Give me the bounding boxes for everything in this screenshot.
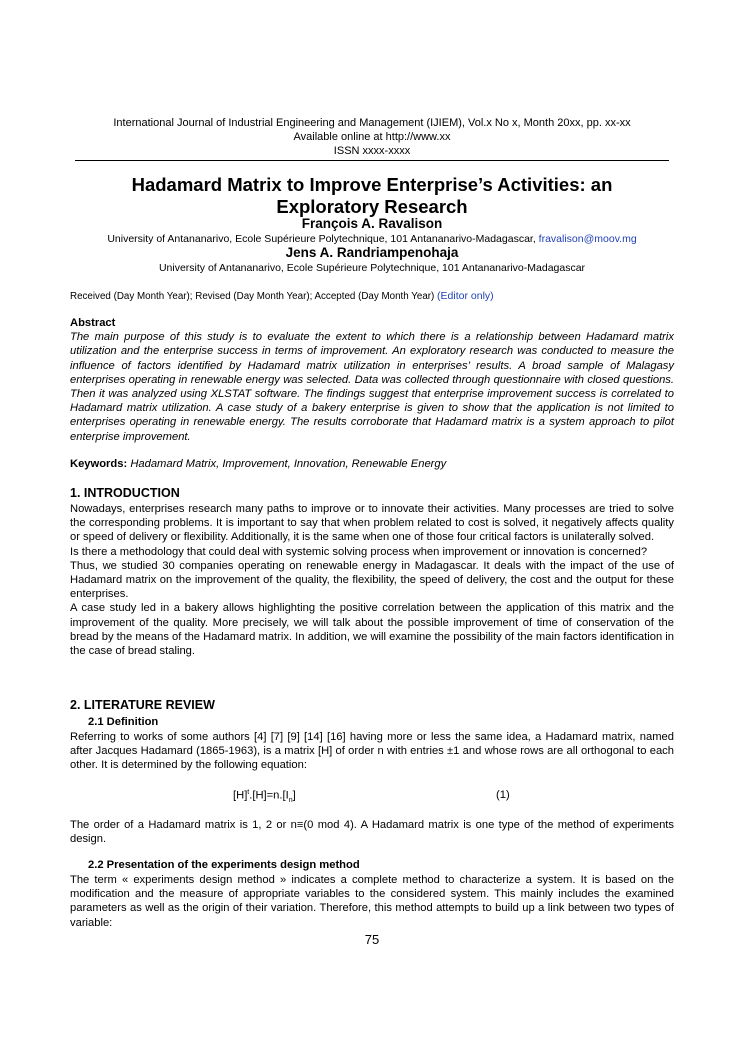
paper-title-line-2: Exploratory Research <box>276 196 468 217</box>
order-text <box>70 818 674 846</box>
order-paragraph: The order of a Hadamard matrix is 1, 2 or n≡(0 mod 4). A Hadamard matrix is one type of the method of experiments design. <box>70 819 674 846</box>
received-dates <box>70 289 674 304</box>
paper-title-line-1: Hadamard Matrix to Improve Enterprise’s Activities: an <box>131 174 613 195</box>
keywords-line <box>70 457 674 471</box>
experiments-design-subheading: 2.2 Presentation of the experiments design method <box>88 859 360 871</box>
eq-end: ] <box>292 789 296 802</box>
literature-review-heading: 2. LITERATURE REVIEW <box>70 698 215 712</box>
eq-n: n <box>288 796 293 804</box>
eq-h: [H] <box>233 789 248 802</box>
received-text: Received (Day Month Year); Revised (Day Month Year); Accepted (Day Month Year) <box>70 291 435 302</box>
equation-number: (1) <box>496 789 510 801</box>
introduction-heading: 1. INTRODUCTION <box>70 486 180 500</box>
intro-paragraph: Thus, we studied 30 companies operating on renewable energy in Madagascar. It deals with the impact of the use of Hadamard matrix on the improvement of the quality, the flexibility, the speed of delivery, the cost and the output for these enterprises. <box>70 559 674 601</box>
introduction-body <box>70 502 674 658</box>
definition-subheading: 2.1 Definition <box>88 716 159 728</box>
intro-paragraph: Nowadays, enterprises research many paths to improve or to innovate their activities. Many processes are tried to solve the corresponding problems. It is important to say that when problem related to cost is solved, it negatively affects quality or speed of delivery or flexibility. Additionally, it is the same when one of those four critical factors is unilaterally solved. <box>70 503 674 544</box>
experiments-design-text <box>70 873 674 930</box>
definition-paragraph: Referring to works of some authors [4] [7] [9] [14] [16] having more or less the same idea, a Hadamard matrix, named after Jacques Hadamard (1865-1963), is a matrix [H] of order n with entries ±1 and whose rows are all orthogonal to each other. It is determined by the following equation: <box>70 731 674 772</box>
eq-transpose: t <box>247 789 250 796</box>
author-name-2: Jens A. Randriampenohaja <box>285 245 459 260</box>
editor-note: (Editor only) <box>437 290 494 302</box>
abstract-text: The main purpose of this study is to evaluate the extent to which there is a relationship between Hadamard matrix utilization and the enterprise success in terms of improvement. An exploratory research was conducted to measure the influence of factors identified by Hadamard matrix utilization in enterprises’ results. A broad sample of Malagasy enterprises operating in renewable energy was selected. Data was collected through questionnaire with closed questions. Then it was analyzed using XLSTAT software. The findings suggest that enterprise improvement success is correlated to Hadamard matrix utilization. A case study of a bakery enterprise is given to show that the application is not limited to enterprises operating in renewable energy. The results corroborate that Hadamard matrix is a system approach to pilot enterprise improvement. <box>70 331 674 443</box>
author-name-1: François A. Ravalison <box>301 216 443 231</box>
abstract-section <box>70 316 674 444</box>
author-email-link[interactable]: fravalison@moov.mg <box>538 233 637 245</box>
definition-text <box>70 730 674 773</box>
experiments-design-paragraph: The term « experiments design method » indicates a complete method to characterize a system. It is based on the modification and the measure of appropriate variables to the considered system. This mainly includes the examined parameters as well as the origin of their variation. Therefore, this method attempts to build up a link between two types of variable: <box>70 874 674 929</box>
keywords-label: Keywords: <box>70 458 128 470</box>
availability-line: Available online at http://www.xx <box>293 131 451 143</box>
hadamard-equation <box>233 789 296 804</box>
page-number: 75 <box>364 932 380 947</box>
intro-paragraph: A case study led in a bakery allows highlighting the positive correlation between the application of this matrix and the improvement of the quality. More precisely, we will talk about the possible improvement of time of conservation of the bread by the means of the Hadamard matrix. In addition, we will examine the possibility of the main factors identification in the case of bread staling. <box>70 602 674 658</box>
intro-paragraph: Is there a methodology that could deal with systemic solving process when improvement or innovation is concerned? <box>70 545 648 558</box>
eq-mid: .[H]=n.[I <box>249 789 289 802</box>
journal-header-line: International Journal of Industrial Engineering and Management (IJIEM), Vol.x No x, Month 20xx, pp. xx-xx <box>113 117 631 129</box>
issn-line: ISSN xxxx-xxxx <box>333 145 411 157</box>
header-divider <box>75 160 669 161</box>
abstract-heading: Abstract <box>70 317 116 329</box>
author-affiliation-2: University of Antananarivo, Ecole Supérieure Polytechnique, 101 Antananarivo-Madagascar <box>158 262 586 274</box>
keywords-text: Hadamard Matrix, Improvement, Innovation, Renewable Energy <box>130 458 447 470</box>
affiliation-text-1: University of Antananarivo, Ecole Supérieure Polytechnique, 101 Antananarivo-Madagascar, <box>107 233 536 245</box>
